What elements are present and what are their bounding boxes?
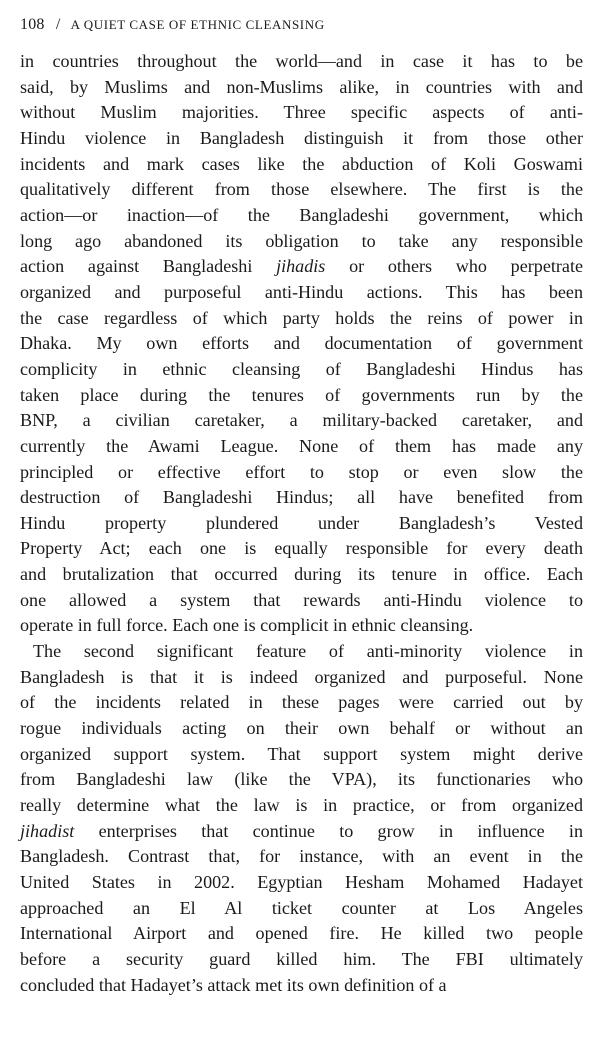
text-line: concluded that Hadayet’s attack met its own definition of a <box>20 974 447 995</box>
text-line: jihadist enterprises that continue to grow in influence in <box>20 820 583 841</box>
text-line: Bangladesh. Contrast that, for instance, with an event in the <box>20 846 583 867</box>
text-line: principled or effective effort to stop or even slow the <box>20 461 583 482</box>
text-line: organized support system. That support system might derive <box>20 743 583 764</box>
paragraph-1 <box>20 49 583 639</box>
text-line: United States in 2002. Egyptian Hesham Mohamed Hadayet <box>20 872 583 892</box>
page-number: 108 <box>20 16 45 33</box>
text-line: one allowed a system that rewards anti-Hindu violence to <box>20 589 583 610</box>
running-head <box>20 14 583 36</box>
italic-term: jihadist <box>20 820 75 841</box>
text-line: The second significant feature of anti-minority violence in <box>33 641 583 662</box>
text-line: Dhaka. My own efforts and documentation of government <box>20 333 583 354</box>
text-line: in countries throughout the world—and in case it has to be <box>20 51 583 71</box>
italic-term: jihadis <box>276 256 326 277</box>
text-line: action against Bangladeshi jihadis or others who perpetrate <box>20 256 583 277</box>
text-line: destruction of Bangladeshi Hindus; all have benefited from <box>20 487 583 508</box>
text-line: taken place during the tenures of governments run by the <box>20 384 583 405</box>
text-line: Property Act; each one is equally responsible for every death <box>20 538 583 559</box>
text-line: currently the Awami League. None of them has made any <box>20 435 583 456</box>
text-line: Hindu property plundered under Bangladesh’s Vested <box>20 512 583 533</box>
paragraph-2 <box>20 639 583 998</box>
text-line: operate in full force. Each one is complicit in ethnic cleansing. <box>20 615 474 636</box>
text-line: qualitatively different from those elsewhere. The first is the <box>20 179 583 200</box>
text-line: without Muslim majorities. Three specific aspects of anti- <box>20 102 583 123</box>
book-page <box>20 14 583 998</box>
text-line: approached an El Al ticket counter at Los Angeles <box>20 897 583 918</box>
text-line: long ago abandoned its obligation to take any responsible <box>20 230 583 251</box>
text-line: and brutalization that occurred during its tenure in office. Each <box>20 564 583 585</box>
text-line: said, by Muslims and non-Muslims alike, in countries with and <box>20 76 583 97</box>
text-line: rogue individuals acting on their own behalf or without an <box>20 718 583 739</box>
text-line: BNP, a civilian caretaker, a military-backed caretaker, and <box>20 410 583 431</box>
text-line: action—or inaction—of the Bangladeshi government, which <box>20 204 583 225</box>
text-line: really determine what the law is in practice, or from organized <box>20 795 583 816</box>
text-line: organized and purposeful anti-Hindu actions. This has been <box>20 281 583 302</box>
running-title: A QUIET CASE OF ETHNIC CLEANSING <box>70 17 325 32</box>
text-line: Hindu violence in Bangladesh distinguish it from those other <box>20 127 583 148</box>
text-line: before a security guard killed him. The FBI ultimately <box>20 948 583 969</box>
text-line: complicity in ethnic cleansing of Bangladeshi Hindus has <box>20 358 583 379</box>
text-line: International Airport and opened fire. He killed two people <box>20 923 583 944</box>
header-separator: / <box>55 16 61 33</box>
text-line: Bangladesh is that it is indeed organized and purposeful. None <box>20 666 583 687</box>
text-line: incidents and mark cases like the abduction of Koli Goswami <box>20 153 583 174</box>
text-line: from Bangladeshi law (like the VPA), its functionaries who <box>20 769 583 790</box>
text-line: the case regardless of which party holds the reins of power in <box>20 307 583 328</box>
text-line: of the incidents related in these pages were carried out by <box>20 692 583 713</box>
